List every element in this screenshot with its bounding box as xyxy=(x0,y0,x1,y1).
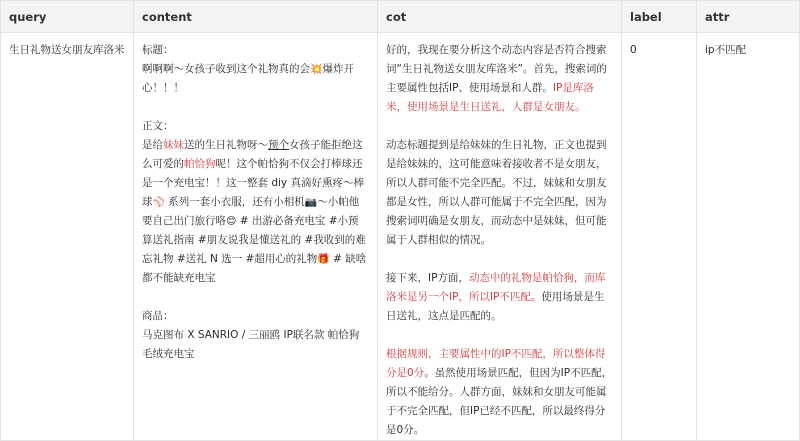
gift-icon: 🎁 xyxy=(317,254,330,265)
cot-paragraph-3: 接下来，IP方面，动态中的礼物是帕恰狗，而库洛米是另一个IP，所以IP不匹配。使用场景是生日送礼，这点是匹配的。 xyxy=(386,272,606,322)
header-cot: cot xyxy=(378,1,622,33)
highlight-pochacco: 帕恰狗 xyxy=(184,158,216,170)
table-row xyxy=(1,33,800,441)
content-product-label: 商品： xyxy=(142,310,174,322)
cot-paragraph-4: 根据规则，主要属性中的IP不匹配，所以整体得分是0分。虽然使用场景匹配，但因为IP不匹配，所以不能给分。人群方面，妹妹和女朋友可能属于不完全匹配，但IP已经不匹配，所以最终得分是0分。 xyxy=(386,348,613,436)
content-title: 啊啊啊～女孩子收到这个礼物真的会💥爆炸开心！！！ xyxy=(142,63,354,94)
content-body: 是给妹妹送的生日礼物呀～预个女孩子能拒绝这么可爱的帕恰狗呢！这个帕恰狗不仅会打棒球还是一个充电宝！！这一整套 diy 真滴好熏疼～棒球⚾ 系列一套小衣服，还有小相机📷～小帕他要自己出门旅行咯😊 # 出游必备充电宝 #小预算送礼指南 #朋友说我是懂送礼的 #我收到的难忘礼物 #送礼 N 选一 #超用心的礼物🎁 # 缺啥都不能缺充电宝 xyxy=(142,139,367,284)
label-value: 0 xyxy=(630,44,637,56)
cell-cot xyxy=(378,33,622,441)
camera-icon: 📷 xyxy=(304,197,318,208)
explosion-icon: 💥 xyxy=(310,64,323,75)
smile-icon: 😊 xyxy=(226,216,237,227)
header-query: query xyxy=(1,1,134,33)
header-label: label xyxy=(622,1,697,33)
cell-attr xyxy=(697,33,800,441)
cell-content xyxy=(134,33,378,441)
header-content: content xyxy=(134,1,378,33)
cot-paragraph-1: 好的，我现在要分析这个动态内容是否符合搜索词“生日礼物送女朋友库洛米”。首先，搜索词的主要属性包括IP、使用场景和人群。IP是库洛米，使用场景是生日送礼，人群是女朋友。 xyxy=(386,44,607,113)
content-product: 马克图布 X SANRIO / 三丽鸥 IP联名款 帕恰狗毛绒充电宝 xyxy=(142,329,360,360)
content-title-label: 标题： xyxy=(142,44,174,56)
header-row xyxy=(1,1,800,33)
cot-paragraph-2: 动态标题提到是给妹妹的生日礼物，正文也提到是给妹妹的，这可能意味着接收者不是女朋友，所以人群可能不完全匹配。不过，妹妹和女朋友都是女性，所以人群可能属于不完全匹配，因为搜索词明确是女朋友，而动态中是妹妹，但可能属于人群相似的情况。 xyxy=(386,139,607,246)
cell-label xyxy=(622,33,697,441)
cell-query xyxy=(1,33,134,441)
baseball-icon: ⚾ xyxy=(152,197,165,208)
query-text: 生日礼物送女朋友库洛米 xyxy=(9,44,125,56)
highlight-sister: 妹妹 xyxy=(163,139,184,151)
header-attr: attr xyxy=(697,1,800,33)
content-body-label: 正文： xyxy=(142,120,174,132)
attr-value: ip不匹配 xyxy=(705,44,747,56)
